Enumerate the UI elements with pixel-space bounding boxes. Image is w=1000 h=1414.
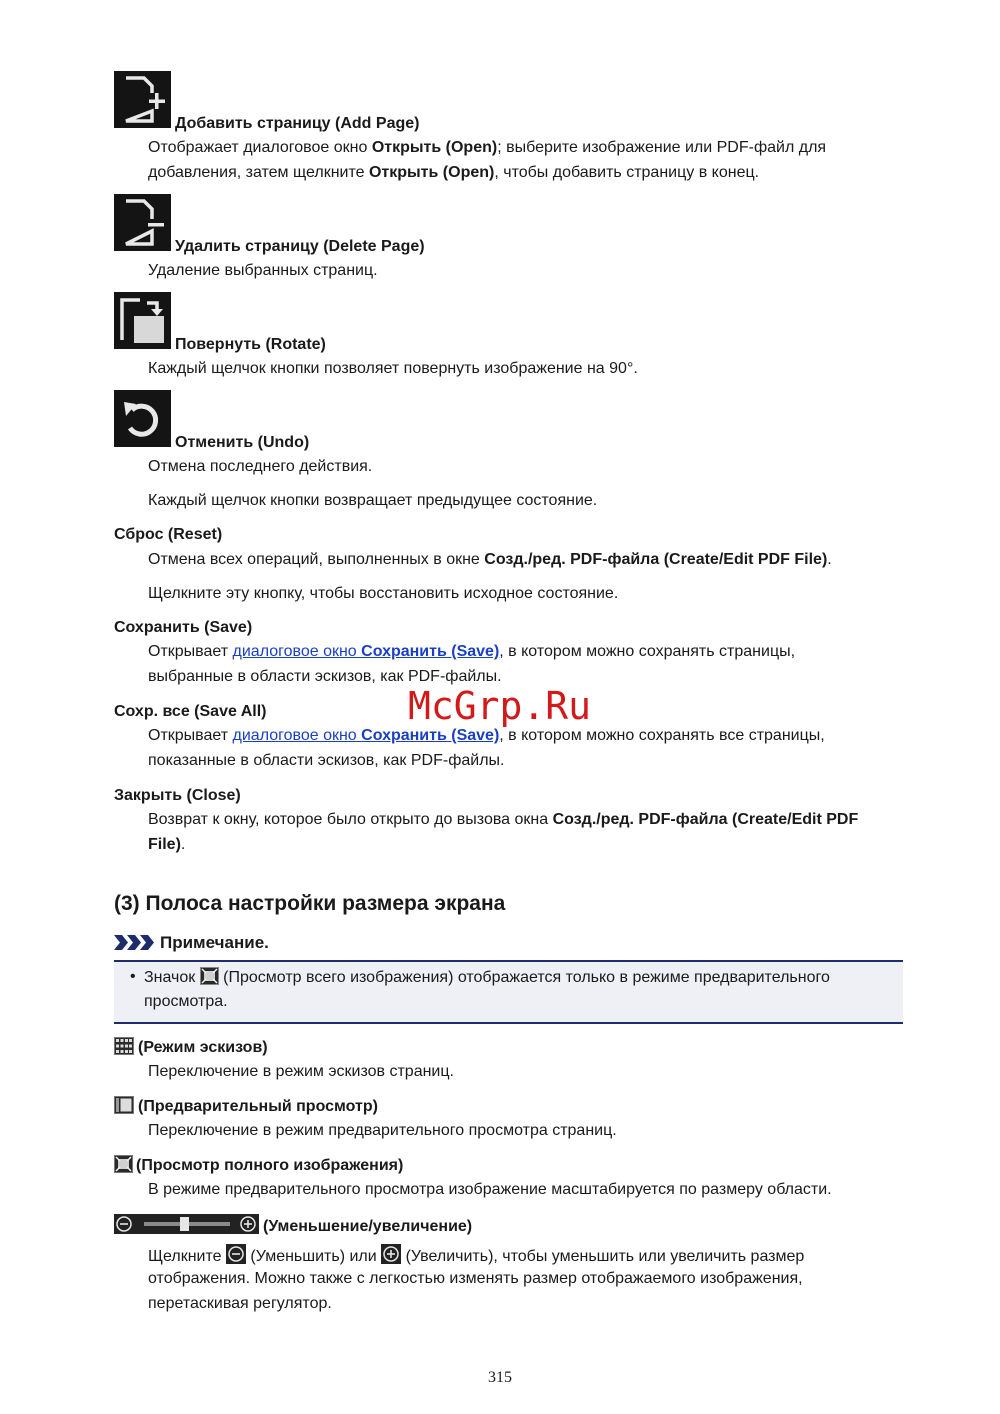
- zoom-out-icon: [226, 1244, 246, 1270]
- undo-desc2: Каждый щелчок кнопки возвращает предыдущее состояние.: [148, 492, 598, 509]
- reset-desc-line1: Отмена всех операций, выполненных в окне Созд./ред. PDF-файла (Create/Edit PDF File).: [148, 551, 832, 568]
- save-all-desc-line2: показанные в области эскизов, как PDF-файлы.: [148, 752, 505, 769]
- full-image-icon: [114, 1155, 133, 1179]
- preview-mode-icon: [114, 1096, 134, 1120]
- undo-title: Отменить (Undo): [175, 434, 310, 451]
- preview-mode-title: (Предварительный просмотр): [138, 1098, 378, 1115]
- rotate-desc: Каждый щелчок кнопки позволяет повернуть изображение на 90°.: [148, 360, 638, 377]
- save-all-dialog-link[interactable]: диалоговое окно Сохранить (Save): [232, 727, 500, 744]
- thumbnail-mode-row: [114, 1037, 268, 1061]
- undo-icon: [114, 390, 171, 447]
- close-desc-line1: Возврат к окну, которое было открыто до вызова окна Созд./ред. PDF-файла (Create/Edit PDF: [148, 811, 859, 828]
- add-page-desc-line2: добавления, затем щелкните Открыть (Open), чтобы добавить страницу в конец.: [148, 164, 760, 181]
- delete-page-icon: [114, 194, 171, 251]
- full-image-title: (Просмотр полного изображения): [136, 1157, 404, 1174]
- page-number: 315: [488, 1369, 512, 1386]
- note-arrows-icon: [114, 934, 158, 951]
- zoom-row: [114, 1214, 472, 1240]
- note-line2: просмотра.: [144, 993, 228, 1010]
- thumbnail-mode-title: (Режим эскизов): [138, 1039, 268, 1056]
- add-page-title: Добавить страницу (Add Page): [175, 115, 420, 132]
- zoom-title: (Уменьшение/увеличение): [263, 1218, 473, 1235]
- close-desc-line2: File).: [148, 836, 186, 853]
- zoom-desc-line2: отображения. Можно также с легкостью изменять размер отображаемого изображения,: [148, 1270, 803, 1287]
- full-image-desc: В режиме предварительного просмотра изображение масштабируется по размеру области.: [148, 1181, 832, 1198]
- zoom-slider-icon: [114, 1214, 259, 1240]
- save-all-title: Сохр. все (Save All): [114, 703, 267, 720]
- save-dialog-link[interactable]: диалоговое окно Сохранить (Save): [232, 643, 500, 660]
- undo-desc1: Отмена последнего действия.: [148, 458, 373, 475]
- close-title: Закрыть (Close): [114, 787, 241, 804]
- rotate-title: Повернуть (Rotate): [175, 336, 326, 353]
- section-heading: (3) Полоса настройки размера экрана: [114, 892, 506, 915]
- reset-title: Сброс (Reset): [114, 526, 223, 543]
- thumbnail-mode-icon: [114, 1037, 134, 1061]
- note-line1: Значок (Просмотр всего изображения) отображается только в режиме предварительного: [144, 967, 830, 991]
- save-desc-line2: выбранные в области эскизов, как PDF-файлы.: [148, 668, 502, 685]
- full-image-inline-icon: [200, 967, 219, 991]
- note-bullet: •: [130, 968, 136, 985]
- full-image-row: [114, 1155, 403, 1179]
- reset-desc-line2: Щелкните эту кнопку, чтобы восстановить исходное состояние.: [148, 585, 619, 602]
- add-page-desc-line1: Отображает диалоговое окно Открыть (Open); выберите изображение или PDF-файл для: [148, 139, 827, 156]
- rotate-icon: [114, 292, 171, 349]
- add-page-icon: [114, 71, 171, 128]
- delete-page-title: Удалить страницу (Delete Page): [175, 238, 425, 255]
- save-desc-line1: Открывает диалоговое окно Сохранить (Save), в котором можно сохранять страницы,: [148, 643, 796, 660]
- preview-mode-row: [114, 1096, 378, 1120]
- zoom-desc-line1: Щелкните (Уменьшить) или (Увеличить), чтобы уменьшить или увеличить размер: [148, 1244, 804, 1270]
- note-title: Примечание.: [160, 933, 269, 952]
- watermark: McGrp.Ru: [408, 684, 592, 728]
- save-all-desc-line1: Открывает диалоговое окно Сохранить (Save), в котором можно сохранять все страницы,: [148, 727, 825, 744]
- thumbnail-mode-desc: Переключение в режим эскизов страниц.: [148, 1063, 454, 1080]
- zoom-in-icon: [381, 1244, 401, 1270]
- save-title: Сохранить (Save): [114, 619, 253, 636]
- zoom-desc-line3: перетаскивая регулятор.: [148, 1295, 332, 1312]
- preview-mode-desc: Переключение в режим предварительного просмотра страниц.: [148, 1122, 617, 1139]
- delete-page-desc: Удаление выбранных страниц.: [148, 262, 378, 279]
